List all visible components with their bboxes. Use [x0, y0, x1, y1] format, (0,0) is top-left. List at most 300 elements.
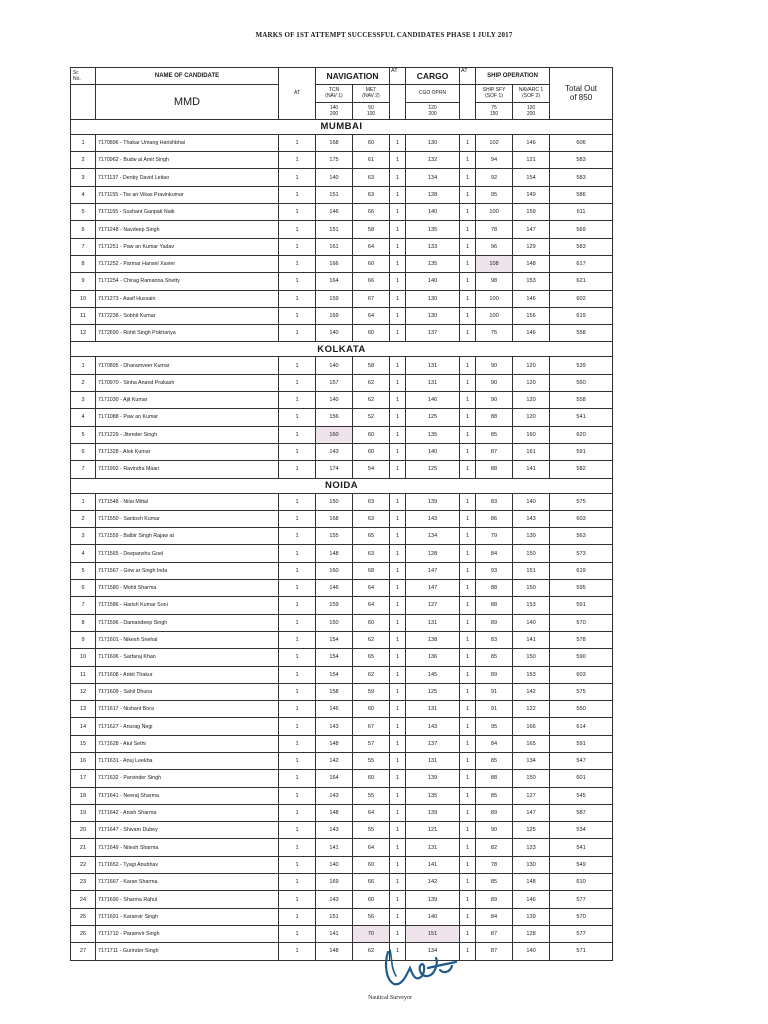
at-1: 1 — [279, 925, 316, 942]
cgo-mark: 128 — [406, 186, 460, 203]
at-1: 1 — [279, 562, 316, 579]
met-mark: 68 — [353, 562, 390, 579]
table-row — [71, 614, 613, 631]
met-mark: 67 — [353, 290, 390, 307]
sfy-mark: 82 — [476, 839, 513, 856]
sfy-mark: 96 — [476, 238, 513, 255]
tcn-mark: 141 — [316, 839, 353, 856]
at-3: 1 — [460, 152, 476, 169]
at-1: 1 — [279, 874, 316, 891]
tcn-mark: 146 — [316, 580, 353, 597]
table-row — [71, 856, 613, 873]
total-mark: 583 — [550, 238, 613, 255]
candidate-name: 7172238 - Sobhit Kumar — [96, 307, 279, 324]
cgo-mark: 137 — [406, 325, 460, 342]
signatory-title: Nautical Surveyor — [368, 995, 412, 1001]
candidate-name: 7171565 - Deepanshu Goel — [96, 545, 279, 562]
total-mark: 602 — [550, 290, 613, 307]
navarc-mark: 146 — [513, 891, 550, 908]
sr-no: 15 — [71, 735, 96, 752]
at-2: 1 — [390, 204, 406, 221]
sr-no: 1 — [71, 357, 96, 374]
at-3: 1 — [460, 426, 476, 443]
met-mark: 60 — [353, 701, 390, 718]
total-mark: 539 — [550, 357, 613, 374]
cgo-mark: 131 — [406, 357, 460, 374]
at-3: 1 — [460, 238, 476, 255]
at-3: 1 — [460, 752, 476, 769]
sr-no: 8 — [71, 614, 96, 631]
cgo-mark: 139 — [406, 804, 460, 821]
table-row — [71, 273, 613, 290]
met-mark: 60 — [353, 891, 390, 908]
table-row — [71, 307, 613, 324]
sr-no: 21 — [71, 839, 96, 856]
navarc-mark: 130 — [513, 856, 550, 873]
cgo-mark: 139 — [406, 493, 460, 510]
table-row — [71, 631, 613, 648]
tcn-mark: 154 — [316, 631, 353, 648]
sfy-mark: 90 — [476, 357, 513, 374]
total-mark: 577 — [550, 891, 613, 908]
sr-no: 17 — [71, 770, 96, 787]
section-header — [71, 478, 613, 493]
total-mark: 586 — [550, 186, 613, 203]
tcn-mark: 143 — [316, 443, 353, 460]
tcn-mark: 150 — [316, 614, 353, 631]
tcn-mark: 146 — [316, 204, 353, 221]
at-1: 1 — [279, 683, 316, 700]
sfy-mark: 88 — [476, 770, 513, 787]
candidate-name: 7171691 - Karanvir Singh — [96, 908, 279, 925]
sfy-mark: 100 — [476, 307, 513, 324]
table-row — [71, 666, 613, 683]
total-mark: 575 — [550, 493, 613, 510]
navarc-header: NAVARC 1 (SOF 2) — [513, 85, 550, 102]
at-1: 1 — [279, 580, 316, 597]
total-mark: 570 — [550, 614, 613, 631]
at-1: 1 — [279, 822, 316, 839]
at-1: 1 — [279, 597, 316, 614]
navarc-mark: 148 — [513, 255, 550, 272]
sfy-mark: 95 — [476, 718, 513, 735]
at-3: 1 — [460, 787, 476, 804]
met-mark: 63 — [353, 186, 390, 203]
cgo-mark: 131 — [406, 839, 460, 856]
sr-no: 24 — [71, 891, 96, 908]
at-3: 1 — [460, 461, 476, 478]
sr-no: 7 — [71, 461, 96, 478]
candidate-name: 7171606 - Sarfaraj Khan — [96, 649, 279, 666]
at-3: 1 — [460, 631, 476, 648]
cgo-mark: 131 — [406, 374, 460, 391]
sr-no: 19 — [71, 804, 96, 821]
tcn-mark: 143 — [316, 822, 353, 839]
sr-no: 6 — [71, 221, 96, 238]
sr-no: 18 — [71, 787, 96, 804]
table-row — [71, 290, 613, 307]
navarc-mark: 147 — [513, 221, 550, 238]
table-row — [71, 357, 613, 374]
sfy-mark: 108 — [476, 255, 513, 272]
at-2: 1 — [390, 822, 406, 839]
at-2: 1 — [390, 290, 406, 307]
at-3: 1 — [460, 290, 476, 307]
met-max: 50 100 — [353, 102, 390, 119]
cgo-mark: 139 — [406, 891, 460, 908]
candidate-name: 7171649 - Nitesh Sharma — [96, 839, 279, 856]
cgo-mark: 140 — [406, 204, 460, 221]
cgo-mark: 137 — [406, 735, 460, 752]
at-1: 1 — [279, 255, 316, 272]
met-mark: 66 — [353, 273, 390, 290]
sfy-mark: 87 — [476, 925, 513, 942]
cgo-mark: 125 — [406, 683, 460, 700]
navarc-mark: 149 — [513, 186, 550, 203]
met-mark: 52 — [353, 409, 390, 426]
sfy-mark: 93 — [476, 562, 513, 579]
met-mark: 62 — [353, 631, 390, 648]
candidate-name: 7170970 - Sinha Anand Prakash — [96, 374, 279, 391]
at-cargo-blank — [460, 85, 476, 120]
total-mark: 547 — [550, 752, 613, 769]
total-mark: 550 — [550, 701, 613, 718]
met-mark: 60 — [353, 134, 390, 151]
at-1: 1 — [279, 614, 316, 631]
sr-no: 11 — [71, 307, 96, 324]
cgo-mark: 130 — [406, 290, 460, 307]
total-mark: 611 — [550, 204, 613, 221]
navarc-mark: 150 — [513, 580, 550, 597]
total-mark: 590 — [550, 649, 613, 666]
tcn-mark: 169 — [316, 874, 353, 891]
at-1: 1 — [279, 856, 316, 873]
total-mark: 545 — [550, 787, 613, 804]
candidate-name: 7171608 - Ankit Thakur — [96, 666, 279, 683]
at-2: 1 — [390, 770, 406, 787]
navarc-mark: 141 — [513, 461, 550, 478]
at-3: 1 — [460, 649, 476, 666]
total-mark: 606 — [550, 134, 613, 151]
cgo-mark: 135 — [406, 255, 460, 272]
navarc-mark: 141 — [513, 631, 550, 648]
at-2: 1 — [390, 943, 406, 960]
navarc-mark: 130 — [513, 528, 550, 545]
section-title: KOLKATA — [71, 342, 613, 357]
tcn-mark: 141 — [316, 925, 353, 942]
at-2: 1 — [390, 735, 406, 752]
met-mark: 63 — [353, 545, 390, 562]
candidate-name: 7171628 - Atul Sethi — [96, 735, 279, 752]
at-2: 1 — [390, 701, 406, 718]
tcn-mark: 160 — [316, 562, 353, 579]
total-mark: 570 — [550, 908, 613, 925]
at-2: 1 — [390, 169, 406, 186]
cgo-mark: 128 — [406, 545, 460, 562]
at-3: 1 — [460, 804, 476, 821]
met-mark: 65 — [353, 528, 390, 545]
tcn-mark: 143 — [316, 891, 353, 908]
at-2: 1 — [390, 631, 406, 648]
met-mark: 64 — [353, 804, 390, 821]
cgo-mark: 135 — [406, 426, 460, 443]
cgo-mark: 134 — [406, 169, 460, 186]
sfy-mark: 92 — [476, 169, 513, 186]
met-mark: 63 — [353, 493, 390, 510]
mmd-label: MMD — [96, 85, 279, 120]
candidate-name: 7171596 - Damandeep Singh — [96, 614, 279, 631]
table-row — [71, 238, 613, 255]
total-mark: 549 — [550, 856, 613, 873]
table-row — [71, 787, 613, 804]
total-mark: 601 — [550, 770, 613, 787]
candidate-name: 7171710 - Paramvir Singh — [96, 925, 279, 942]
table-row — [71, 443, 613, 460]
met-mark: 55 — [353, 822, 390, 839]
navarc-mark: 123 — [513, 839, 550, 856]
met-mark: 64 — [353, 597, 390, 614]
total-mark: 591 — [550, 443, 613, 460]
met-mark: 61 — [353, 152, 390, 169]
table-row — [71, 683, 613, 700]
navarc-mark: 140 — [513, 943, 550, 960]
cgo-mark: 145 — [406, 666, 460, 683]
total-mark: 620 — [550, 426, 613, 443]
met-mark: 66 — [353, 874, 390, 891]
tcn-mark: 148 — [316, 735, 353, 752]
total-mark: 614 — [550, 718, 613, 735]
sr-no: 6 — [71, 580, 96, 597]
tcn-mark: 148 — [316, 804, 353, 821]
table-row — [71, 528, 613, 545]
navarc-mark: 153 — [513, 666, 550, 683]
tcn-mark: 157 — [316, 374, 353, 391]
met-mark: 62 — [353, 943, 390, 960]
met-mark: 55 — [353, 787, 390, 804]
sfy-mark: 85 — [476, 874, 513, 891]
navarc-mark: 160 — [513, 426, 550, 443]
at-2: 1 — [390, 392, 406, 409]
sfy-mark: 84 — [476, 908, 513, 925]
cgo-mark: 130 — [406, 134, 460, 151]
at-1: 1 — [279, 701, 316, 718]
total-mark: 577 — [550, 925, 613, 942]
met-mark: 70 — [353, 925, 390, 942]
table-row — [71, 908, 613, 925]
met-mark: 60 — [353, 255, 390, 272]
sfy-mark: 90 — [476, 822, 513, 839]
section-header — [71, 342, 613, 357]
cgo-mark: 151 — [406, 925, 460, 942]
candidate-name: 7171992 - Ravindra Maan — [96, 461, 279, 478]
candidate-name: 7171652 - Tyagi Anubhav — [96, 856, 279, 873]
total-mark: 595 — [550, 580, 613, 597]
cgo-mark: 135 — [406, 221, 460, 238]
at-1: 1 — [279, 649, 316, 666]
total-mark: 558 — [550, 392, 613, 409]
met-mark: 60 — [353, 426, 390, 443]
at-2: 1 — [390, 510, 406, 527]
sfy-mark: 88 — [476, 580, 513, 597]
navarc-mark: 140 — [513, 493, 550, 510]
candidate-name: 7170962 - Budw al Amit Singh — [96, 152, 279, 169]
sfy-mark: 95 — [476, 186, 513, 203]
table-row — [71, 649, 613, 666]
cgo-mark: 135 — [406, 787, 460, 804]
at-3: 1 — [460, 839, 476, 856]
cgo-mark: 139 — [406, 770, 460, 787]
tcn-mark: 161 — [316, 238, 353, 255]
at-1: 1 — [279, 804, 316, 821]
navarc-mark: 159 — [513, 204, 550, 221]
sr-no-header: Sr. No. — [71, 68, 96, 85]
candidate-name: 7171229 - Jitender Singh — [96, 426, 279, 443]
sfy-mark: 83 — [476, 493, 513, 510]
at-2: 1 — [390, 787, 406, 804]
table-row — [71, 169, 613, 186]
total-mark: 603 — [550, 666, 613, 683]
at-1: 1 — [279, 666, 316, 683]
at-1: 1 — [279, 290, 316, 307]
navarc-mark: 148 — [513, 874, 550, 891]
cgo-mark: 140 — [406, 908, 460, 925]
sfy-mark: 86 — [476, 510, 513, 527]
sr-no: 13 — [71, 701, 96, 718]
table-row — [71, 255, 613, 272]
cgo-mark: 141 — [406, 856, 460, 873]
cgo-mark: 133 — [406, 238, 460, 255]
at-1: 1 — [279, 221, 316, 238]
navarc-mark: 140 — [513, 614, 550, 631]
met-header: MET (NAV 2) — [353, 85, 390, 102]
at-2: 1 — [390, 804, 406, 821]
met-mark: 60 — [353, 443, 390, 460]
sfy-mark: 91 — [476, 683, 513, 700]
sr-no: 1 — [71, 134, 96, 151]
at-1: 1 — [279, 908, 316, 925]
candidate-name: 7171667 - Karan Sharma — [96, 874, 279, 891]
navarc-max: 120 200 — [513, 102, 550, 119]
table-row — [71, 493, 613, 510]
sfy-mark: 90 — [476, 392, 513, 409]
sfy-mark: 88 — [476, 409, 513, 426]
total-mark: 541 — [550, 409, 613, 426]
at-1: 1 — [279, 426, 316, 443]
tcn-mark: 168 — [316, 134, 353, 151]
at-2: 1 — [390, 409, 406, 426]
at-3: 1 — [460, 493, 476, 510]
at-nav-blank — [390, 85, 406, 120]
cgo-mark: 131 — [406, 614, 460, 631]
sfy-mark: 98 — [476, 273, 513, 290]
met-mark: 57 — [353, 735, 390, 752]
table-row — [71, 221, 613, 238]
at-2: 1 — [390, 925, 406, 942]
candidate-name: 7171632 - Parvinder Singh — [96, 770, 279, 787]
at-2: 1 — [390, 255, 406, 272]
table-row — [71, 392, 613, 409]
at-3: 1 — [460, 908, 476, 925]
total-mark: 534 — [550, 822, 613, 839]
sr-no: 5 — [71, 426, 96, 443]
navarc-mark: 146 — [513, 290, 550, 307]
at-1: 1 — [279, 134, 316, 151]
navarc-mark: 154 — [513, 169, 550, 186]
candidate-name: 7171155 - Tiw ari Vikas Pravinkumar — [96, 186, 279, 203]
sr-no: 6 — [71, 443, 96, 460]
candidate-name: 7171030 - Ajit Kumar — [96, 392, 279, 409]
sr-no: 22 — [71, 856, 96, 873]
cgo-mark: 121 — [406, 822, 460, 839]
total-header: Total Out of 850 — [550, 68, 613, 120]
sfy-mark: 89 — [476, 891, 513, 908]
at-1: 1 — [279, 273, 316, 290]
sfy-mark: 75 — [476, 325, 513, 342]
navarc-mark: 161 — [513, 443, 550, 460]
at-1: 1 — [279, 169, 316, 186]
sr-no: 27 — [71, 943, 96, 960]
at-2: 1 — [390, 891, 406, 908]
sr-no: 3 — [71, 392, 96, 409]
sr-no: 14 — [71, 718, 96, 735]
met-mark: 67 — [353, 718, 390, 735]
met-mark: 59 — [353, 683, 390, 700]
navarc-mark: 150 — [513, 770, 550, 787]
at-3: 1 — [460, 666, 476, 683]
at-3: 1 — [460, 204, 476, 221]
sr-no: 5 — [71, 204, 96, 221]
at-3: 1 — [460, 701, 476, 718]
met-mark: 58 — [353, 221, 390, 238]
navarc-mark: 166 — [513, 718, 550, 735]
met-mark: 65 — [353, 649, 390, 666]
sfy-mark: 85 — [476, 426, 513, 443]
at-2: 1 — [390, 752, 406, 769]
sfy-mark: 91 — [476, 701, 513, 718]
sr-no-blank — [71, 85, 96, 120]
sr-no: 2 — [71, 152, 96, 169]
navarc-mark: 153 — [513, 597, 550, 614]
sfy-mark: 84 — [476, 545, 513, 562]
met-mark: 64 — [353, 238, 390, 255]
met-mark: 62 — [353, 392, 390, 409]
cgo-mark: 147 — [406, 562, 460, 579]
at-1: 1 — [279, 357, 316, 374]
tcn-mark: 151 — [316, 186, 353, 203]
tcn-mark: 140 — [316, 325, 353, 342]
candidate-name: 7172690 - Rohit Singh Pokhariya — [96, 325, 279, 342]
sr-no: 7 — [71, 597, 96, 614]
table-row — [71, 925, 613, 942]
sr-no: 3 — [71, 528, 96, 545]
at-2: 1 — [390, 357, 406, 374]
tcn-mark: 151 — [316, 908, 353, 925]
candidate-name: 7171254 - Chirag Ramanna Shetty — [96, 273, 279, 290]
sr-no: 20 — [71, 822, 96, 839]
at-3: 1 — [460, 580, 476, 597]
navarc-mark: 120 — [513, 374, 550, 391]
table-row — [71, 701, 613, 718]
sr-no: 2 — [71, 510, 96, 527]
candidate-name: 7171252 - Parmar Hansel Xavier — [96, 255, 279, 272]
met-mark: 60 — [353, 614, 390, 631]
sfy-mark: 90 — [476, 374, 513, 391]
tcn-mark: 143 — [316, 718, 353, 735]
section-header — [71, 119, 613, 134]
at-2: 1 — [390, 325, 406, 342]
at-1: 1 — [279, 839, 316, 856]
sr-no: 10 — [71, 290, 96, 307]
